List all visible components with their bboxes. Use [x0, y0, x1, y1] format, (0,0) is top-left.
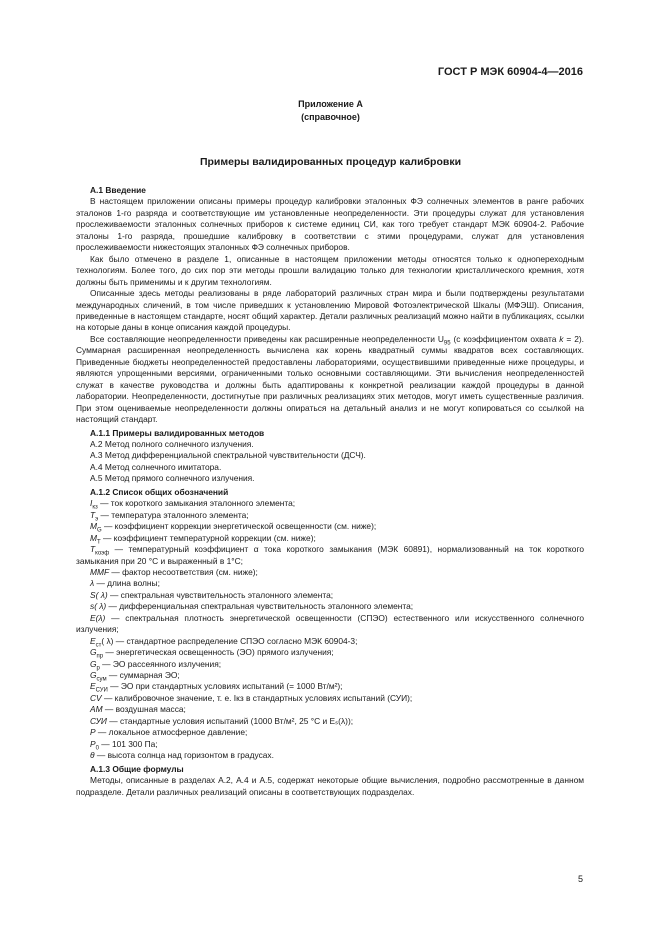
document-body	[76, 185, 584, 798]
annex-block	[0, 98, 661, 123]
symbol-definition	[76, 716, 584, 727]
paragraph: Описанные здесь методы реализованы в ряде лабораторий различных стран мира и были подтверждены результатами международных сличений, в том числе приведших к установлению Мировой Фотоэлектрической Шкалы (МФЭШ). Описания, приведенные в настоящем стандарте, носят общий характер. Детали различных реализаций можно найти в публикациях, ссылки на которые даны в конце описания каждой процедуры.	[76, 288, 584, 333]
symbol-subscript: сум	[96, 676, 107, 683]
symbol-definition	[76, 681, 584, 695]
symbol-definition	[76, 727, 584, 738]
section-heading-a13: А.1.3 Общие формулы	[90, 763, 184, 774]
symbol: λ	[90, 578, 95, 589]
text-run: (с коэффициентом охвата	[450, 333, 560, 344]
standard-header: ГОСТ Р МЭК 60904-4—2016	[437, 66, 583, 78]
symbol-description: — высота солнца над горизонтом в градусах.	[94, 750, 274, 761]
symbol-description: — спектральная плотность энергетической освещенности (СПЭО) естественного или искусственного солнечного излучения;	[76, 612, 584, 635]
symbol: P	[90, 738, 96, 749]
symbol: G	[90, 670, 97, 681]
symbol: E(λ)	[90, 612, 106, 623]
symbol-definition	[76, 613, 584, 636]
symbol: CV	[90, 692, 102, 703]
symbol-subscript: G	[96, 527, 102, 534]
symbol-description: — фактор несоответствия (см. ниже);	[109, 566, 258, 577]
symbol-definition	[76, 693, 584, 704]
symbol-subscript: р	[96, 665, 100, 672]
symbol-list	[76, 498, 584, 761]
annex-type: (справочное)	[301, 111, 360, 122]
symbol: E	[90, 635, 96, 646]
symbol-description: — энергетическая освещенность (ЭО) прямого излучения;	[103, 647, 334, 658]
symbol-subscript: кз	[92, 504, 98, 511]
symbol: M	[90, 532, 97, 543]
section-heading-a12: А.1.2 Список общих обозначений	[90, 486, 229, 497]
symbol-definition	[76, 510, 584, 521]
list-item: А.2 Метод полного солнечного излучения.	[90, 438, 254, 449]
symbol-definition	[76, 533, 584, 544]
list-item: А.3 Метод дифференциальной спектральной чувствительности (ДСЧ).	[90, 450, 366, 461]
symbol-subscript: 0	[95, 745, 99, 752]
symbol-description: — температура эталонного элемента;	[98, 509, 249, 520]
annex-label: Приложение А	[298, 99, 363, 109]
symbol-definition	[76, 544, 584, 567]
symbol: MMF	[90, 566, 110, 577]
symbol: G	[90, 658, 97, 669]
symbol: T	[90, 544, 96, 555]
symbol-definition	[76, 659, 584, 670]
symbol-description: — калибровочное значение, т. е. Iкз в стандартных условиях испытаний (СУИ);	[101, 692, 413, 703]
text-run: = 2). Суммарная расширенная неопределенность вычислена как корень квадратный суммы квадратов всех составляющих. Приведенные бюджеты неопределенностей предоставлены лабораториями, осуществившими приведенные ниже процедуры, и являются упрощенными версиями, ограниченными только основными составляющими. Эти вычисления неопределенностей служат в качестве руководства и должны быть адаптированы к конкретной реализации каждой процедуры в данной лаборатории. Неопределенности, достигнутые при различных реализациях этих методов, могут иметь существенные различия. При этом оцениваемые неопределенности должны опираться на детальный анализ и не могут копироваться со ссылкой на настоящий стандарт.	[76, 333, 584, 425]
symbol-description: — спектральная чувствительность эталонного элемента;	[107, 589, 334, 600]
symbol: s( λ)	[90, 601, 107, 612]
symbol: AM	[90, 704, 103, 715]
symbol-definition	[76, 739, 584, 750]
symbol-description: — 101 300 Па;	[98, 738, 158, 749]
paragraph: Методы, описанные в разделах А.2, А.4 и А.5, содержат некоторые общие вычисления, подробно рассмотренные в данном подразделе. Детали различных реализаций описаны в соответствующих подразделах.	[76, 775, 584, 797]
symbol: θ	[90, 750, 95, 761]
symbol-description: — стандартные условия испытаний (1000 Вт/м², 25 °С и Eₛ(λ));	[106, 715, 354, 726]
symbol-definition	[76, 498, 584, 509]
annex-title: Примеры валидированных процедур калибровки	[199, 156, 462, 168]
symbol-subscript: э	[95, 516, 99, 523]
subscript: 95	[443, 340, 451, 347]
symbol: M	[90, 521, 97, 532]
symbol-description: — ЭО рассеянного излучения;	[99, 658, 222, 669]
section-heading-a1: А.1 Введение	[90, 185, 146, 195]
symbol-definition	[76, 567, 584, 578]
paragraph: Как было отмечено в разделе 1, описанные в настоящем приложении методы относятся только к однопереходным технологиям. Более того, до сих пор эти методы прошли валидацию только для технологии кристаллического кремния, хотя должны быть применимы и к другим технологиям.	[76, 253, 584, 287]
symbol: I	[90, 498, 93, 509]
symbol-description: — ток короткого замыкания эталонного элемента;	[97, 498, 296, 509]
symbol: G	[90, 647, 97, 658]
symbol-definition	[76, 590, 584, 601]
symbol-k: k	[559, 333, 564, 344]
text-run: Все составляющие неопределенности приведены как расширенные неопределенности U	[90, 333, 444, 344]
section-heading-a11: А.1.1 Примеры валидированных методов	[90, 427, 265, 438]
symbol-definition	[76, 636, 584, 647]
symbol: T	[90, 509, 96, 520]
symbol-subscript: коэф	[95, 550, 110, 557]
symbol-definition	[76, 670, 584, 681]
symbol-subscript: пр	[96, 653, 104, 660]
symbol: S( λ)	[90, 589, 108, 600]
symbol-description: — температурный коэффициент α тока короткого замыкания (МЭК 60891), нормализованный на ток короткого замыкания при 20 °С и выраженный в 1°С;	[76, 544, 584, 566]
symbol-definition	[76, 704, 584, 715]
symbol-description: ( λ) — стандартное распределение СПЭО согласно МЭК 60904-3;	[101, 635, 358, 646]
symbol-definition	[76, 647, 584, 658]
symbol-description: — воздушная масса;	[102, 704, 186, 715]
symbol-description: — ЭО при стандартных условиях испытаний (= 1000 Вт/м²);	[107, 681, 343, 692]
symbol-definition	[76, 578, 584, 589]
paragraph	[76, 334, 584, 426]
list-item: А.4 Метод солнечного имитатора.	[90, 461, 222, 472]
paragraph: В настоящем приложении описаны примеры процедур калибровки эталонных ФЭ солнечных элементов в ранге рабочих эталонов 1-го разряда и соответствующие им установленные неопределенности. Эти процедуры служат для установления прослеживаемости эталонных солнечных приборов к системе единиц СИ, как того требует стандарт МЭК 60904-2. Рабочие эталоны 1-го разряда, прошедшие калибровку в соответствии с этими процедурами, служат для установления прослеживаемости нижестоящих эталонных ФЭ солнечных приборов.	[76, 196, 584, 253]
symbol: P	[90, 727, 96, 738]
symbol-description: — суммарная ЭО;	[106, 670, 180, 681]
symbol-definition	[76, 601, 584, 612]
symbol: E	[90, 681, 96, 692]
symbol-description: — локальное атмосферное давление;	[95, 727, 248, 738]
symbol-definition	[76, 750, 584, 761]
symbol-subscript: ст	[95, 642, 102, 649]
symbol-definition	[76, 521, 584, 532]
symbol-description: — коэффициент температурной коррекции (см. ниже);	[100, 532, 316, 543]
symbol-description: — дифференциальная спектральная чувствительность эталонного элемента;	[106, 601, 414, 612]
symbol-description: — длина волны;	[94, 578, 160, 589]
symbol: СУИ	[90, 715, 107, 726]
symbol-subscript: СУИ	[95, 688, 108, 695]
list-item: А.5 Метод прямого солнечного излучения.	[90, 473, 255, 484]
page-number: 5	[577, 874, 583, 884]
symbol-description: — коэффициент коррекции энергетической освещенности (см. ниже);	[101, 521, 377, 532]
symbol-subscript: T	[96, 539, 101, 546]
